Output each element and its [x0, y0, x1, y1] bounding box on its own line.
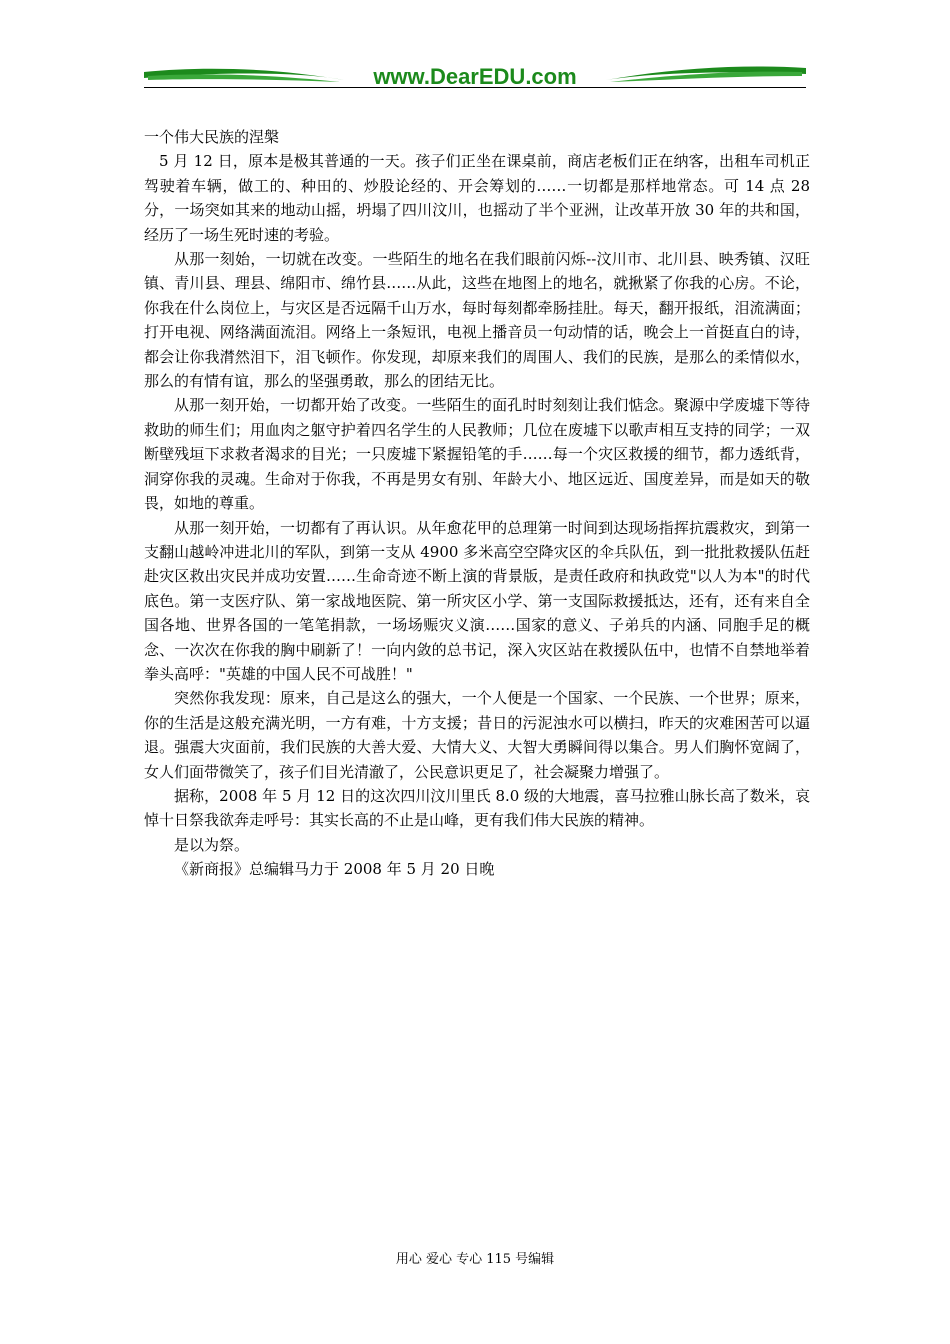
article-body — [144, 125, 810, 882]
site-header — [144, 58, 806, 94]
article-title: 一个伟大民族的涅槃 — [144, 128, 280, 146]
article-closing: 是以为祭。 — [174, 835, 250, 854]
page-footer: 用心 爱心 专心 115 号编辑 — [395, 1252, 555, 1267]
article-paragraph-2: 从那一刻始，一切就在改变。一些陌生的地名在我们眼前闪烁--汶川市、北川县、映秀镇、汉旺镇、青川县、理县、绵阳市、绵竹县……从此，这些在地图上的地名，就揪紧了你我的心房。不论，你我在什么岗位上，与灾区是否远隔千山万水，每时每刻都牵肠挂肚。每天，翻开报纸，泪流满面；打开电视、网络满面流泪。网络上一条短讯，电视上播音员一句动情的话，晚会上一首挺直白的诗，都会让你我潸然泪下，泪飞顿作。你发现，却原来我们的周围人、我们的民族，是那么的柔情似水，那么的有情有谊，那么的坚强勇敢，那么的团结无比。 — [144, 250, 810, 391]
right-green-swoosh-thin-icon — [610, 72, 802, 82]
article-paragraph-5: 突然你我发现：原来，自己是这么的强大，一个人便是一个国家、一个民族、一个世界；原来，你的生活是这般充满光明，一方有难，十方支援；昔日的污泥浊水可以横扫，昨天的灾难困苦可以逼退。强震大灾面前，我们民族的大善大爱、大情大义、大智大勇瞬间得以集合。男人们胸怀宽阔了，女人们面带微笑了，孩子们目光清澈了，公民意识更足了，社会凝聚力增强了。 — [144, 689, 810, 781]
article-paragraph-4: 从那一刻开始，一切都有了再认识。从年愈花甲的总理第一时间到达现场指挥抗震救灾，到第一支翻山越岭冲进北川的军队，到第一支从 4900 多米高空空降灾区的伞兵队伍，到一批批救援队伍赶赴灾区救出灾民并成功安置……生命奇迹不断上演的背景版，是责任政府和执政党"以人为本"的时代底色。第一支医疗队、第一家战地医院、第一所灾区小学、第一支国际救援抵达，还有，还有来自全国各地、世界各国的一笔笔捐款，一场场赈灾义演……国家的意义、子弟兵的内涵、同胞手足的概念、一次次在你我的胸中刷新了！一向内敛的总书记，深入灾区站在救援队伍中，也情不自禁地举着拳头高呼："英雄的中国人民不可战胜！" — [144, 518, 810, 683]
article-paragraph-3: 从那一刻开始，一切都开始了改变。一些陌生的面孔时时刻刻让我们惦念。聚源中学废墟下等待救助的师生们；用血肉之躯守护着四名学生的人民教师；几位在废墟下以歌声相互支持的同学；一双断壁残垣下求救者渴求的目光；一只废墟下紧握铅笔的手……每一个灾区救援的细节，都力透纸背，洞穿你我的灵魂。生命对于你我，不再是男女有别、年龄大小、地区远近、国度差异，而是如天的敬畏，如地的尊重。 — [144, 396, 810, 513]
article-paragraph-6: 据称，2008 年 5 月 12 日的这次四川汶川里氏 8.0 级的大地震，喜马拉雅山脉长高了数米，哀悼十日祭我欲奔走呼号：其实长高的不止是山峰，更有我们伟大民族的精神。 — [144, 786, 810, 830]
header-rule — [144, 87, 806, 88]
header-banner — [144, 58, 806, 94]
article-paragraph-1: 5 月 12 日，原本是极其普通的一天。孩子们正坐在课桌前，商店老板们正在纳客，出租车司机正驾驶着车辆，做工的、种田的、炒股论经的、开会筹划的……一切都是那样地常态。可 14 点 28 分，一场突如其来的地动山摇，坍塌了四川汶川，也摇动了半个亚洲，让改革开放 30 年的共和国，经历了一场生死时速的考验。 — [144, 152, 810, 244]
article-signature: 《新商报》总编辑马力于 2008 年 5 月 20 日晚 — [174, 860, 495, 879]
site-url: www.DearEDU.com — [373, 64, 577, 89]
